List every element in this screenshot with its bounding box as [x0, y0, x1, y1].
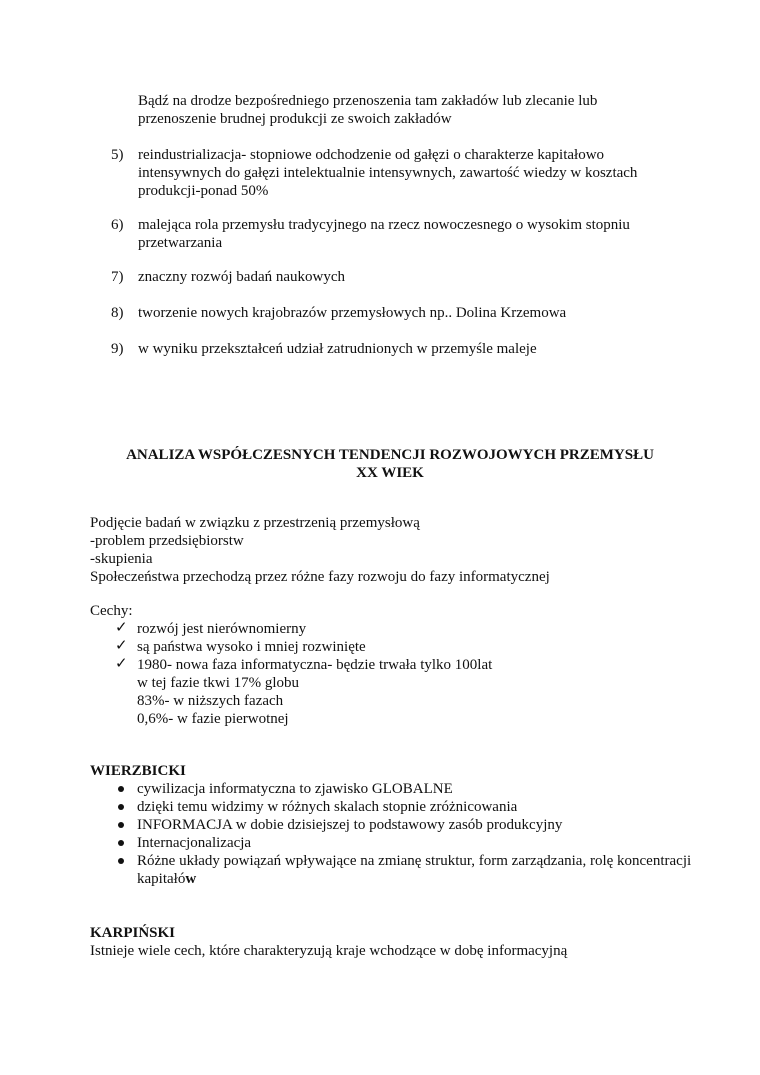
karpinski-heading: KARPIŃSKI	[90, 925, 176, 941]
feature-subline: w tej fazie tkwi 17% globu	[137, 675, 300, 691]
list-item: INFORMACJA w dobie dzisiejszej to podstawowy zasób produkcyjny	[137, 817, 563, 833]
list-item: Internacjonalizacja	[137, 835, 252, 851]
bullet-icon	[118, 840, 124, 846]
list-number: 8)	[111, 305, 124, 321]
features-label: Cechy:	[90, 603, 133, 619]
feature-item: są państwa wysoko i mniej rozwinięte	[137, 639, 366, 655]
list-item: dzięki temu widzimy w różnych skalach stopnie zróżnicowania	[137, 799, 518, 815]
feature-subline: 83%- w niższych fazach	[137, 693, 284, 709]
list-item: reindustrializacja- stopniowe odchodzenie od gałęzi o charakterze kapitałowo intensywnych do gałęzi intelektualnie intensywnych, zawartość wiedzy w kosztach produkcji-ponad 50%	[138, 147, 638, 199]
checkmark-icon: ✓	[115, 638, 128, 654]
list-item-text: Różne układy powiązań wpływające na zmianę struktur, form zarządzania, rolę koncentracji kapitałó	[137, 853, 692, 887]
analysis-line: -skupienia	[90, 551, 153, 567]
list-number: 7)	[111, 269, 124, 285]
list-item: w wyniku przekształceń udział zatrudnionych w przemyśle maleje	[138, 341, 537, 357]
list-number: 6)	[111, 217, 124, 233]
bullet-icon	[118, 822, 124, 828]
intro-paragraph: Bądź na drodze bezpośredniego przenoszenia tam zakładów lub zlecanie lub przenoszenie brudnej produkcji ze swoich zakładów	[138, 93, 598, 127]
list-number: 9)	[111, 341, 124, 357]
feature-item: 1980- nowa faza informatyczna- będzie trwała tylko 100lat	[137, 657, 493, 673]
list-number: 5)	[111, 147, 124, 163]
analysis-line: -problem przedsiębiorstw	[90, 533, 244, 549]
wierzbicki-heading: WIERZBICKI	[90, 763, 186, 779]
list-item: znaczny rozwój badań naukowych	[138, 269, 345, 285]
karpinski-text: Istnieje wiele cech, które charakteryzują kraje wchodzące w dobę informacyjną	[90, 943, 568, 959]
list-item: malejąca rola przemysłu tradycyjnego na rzecz nowoczesnego o wysokim stopniu przetwarzania	[138, 217, 630, 251]
checkmark-icon: ✓	[115, 656, 128, 672]
list-item: tworzenie nowych krajobrazów przemysłowych np.. Dolina Krzemowa	[138, 305, 567, 321]
bullet-icon	[118, 858, 124, 864]
section-heading-subtitle: XX WIEK	[356, 465, 424, 481]
list-item-bold-suffix: w	[185, 871, 197, 887]
analysis-line: Podjęcie badań w związku z przestrzenią przemysłową	[90, 515, 420, 531]
checkmark-icon: ✓	[115, 620, 128, 636]
feature-subline: 0,6%- w fazie pierwotnej	[137, 711, 289, 727]
bullet-icon	[118, 804, 124, 810]
feature-item: rozwój jest nierównomierny	[137, 621, 307, 637]
bullet-icon	[118, 786, 124, 792]
section-heading: ANALIZA WSPÓŁCZESNYCH TENDENCJI ROZWOJOWYCH PRZEMYSŁU	[126, 447, 654, 463]
list-item	[137, 852, 697, 888]
list-item: cywilizacja informatyczna to zjawisko GLOBALNE	[137, 781, 453, 797]
analysis-line: Społeczeństwa przechodzą przez różne fazy rozwoju do fazy informatycznej	[90, 569, 550, 585]
